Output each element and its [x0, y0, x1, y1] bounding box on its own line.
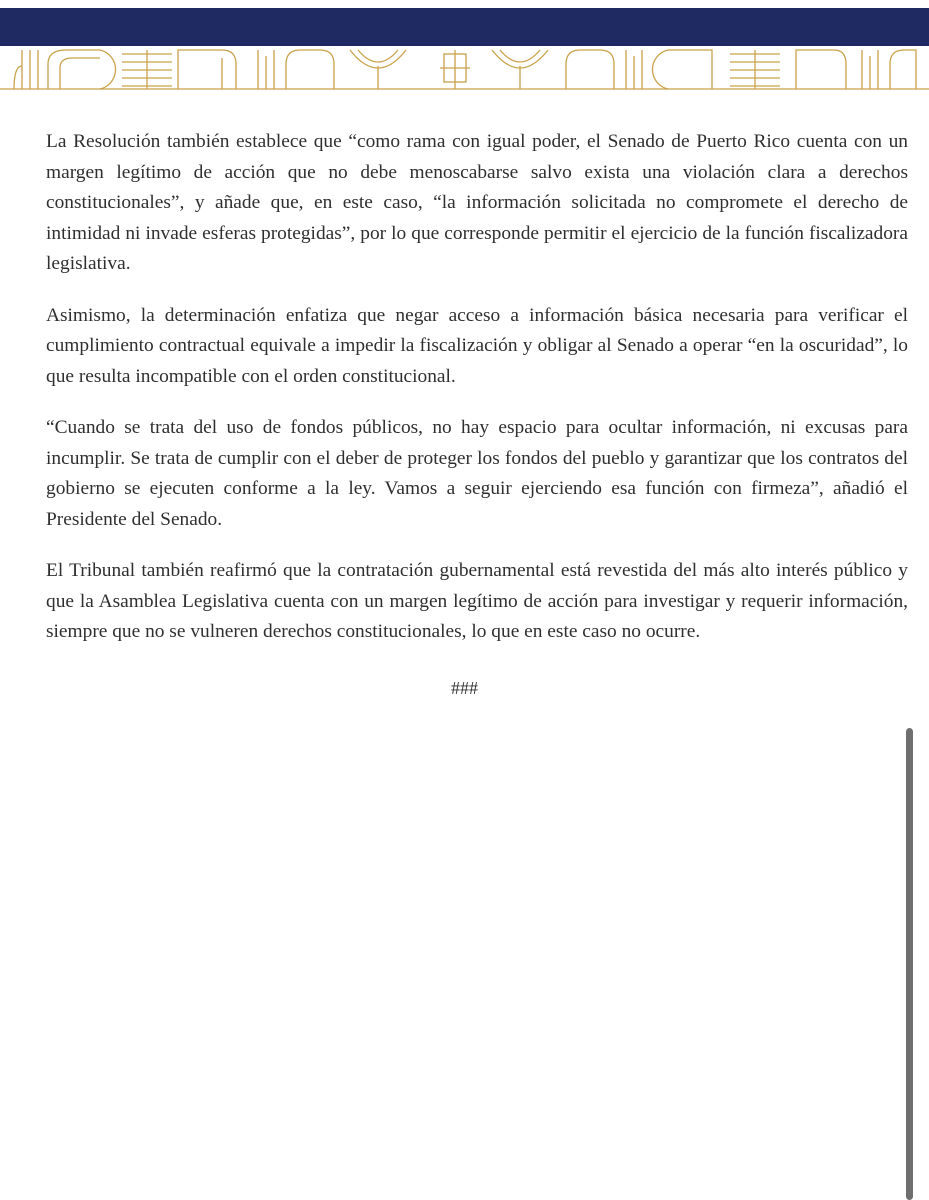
- header-navy-bar: [0, 8, 929, 46]
- gold-geometric-border-icon: [0, 46, 929, 90]
- paragraph-tribunal: El Tribunal también reafirmó que la contratación gubernamental está revestida del más alto interés público y que la Asamblea Legislativa cuenta con un margen legítimo de acción para investigar y requerir información, siempre que no se vulneren derechos constitucionales, lo que en este caso no ocurre.: [46, 560, 908, 642]
- paragraph-determination: Asimismo, la determinación enfatiza que negar acceso a información básica necesaria para verificar el cumplimiento contractual equivale a impedir la fiscalización y obligar al Senado a operar “en la oscuridad”, lo que resulta incompatible con el orden constitucional.: [46, 304, 908, 387]
- end-mark: ###: [451, 678, 478, 698]
- press-release-body: [46, 127, 908, 669]
- top-white-band: [0, 0, 929, 8]
- scrollbar-thumb[interactable]: [906, 728, 913, 1200]
- paragraph-resolution: La Resolución también establece que “como rama con igual poder, el Senado de Puerto Rico cuenta con un margen legítimo de acción que no debe menoscabarse salvo exista una violación clara a derechos constitucionales”, y añade que, en este caso, “la información solicitada no compromete el derecho de intimidad ni invade esferas protegidas”, por lo que corresponde permitir el ejercicio de la función fiscalizadora legislativa.: [46, 131, 908, 274]
- paragraph-quote: “Cuando se trata del uso de fondos públicos, no hay espacio para ocultar información, ni excusas para incumplir. Se trata de cumplir con el deber de proteger los fondos del pueblo y garantizar que los contratos del gobierno se ejecuten conforme a la ley. Vamos a seguir ejerciendo esa función con firmeza”, añadió el Presidente del Senado.: [46, 417, 908, 530]
